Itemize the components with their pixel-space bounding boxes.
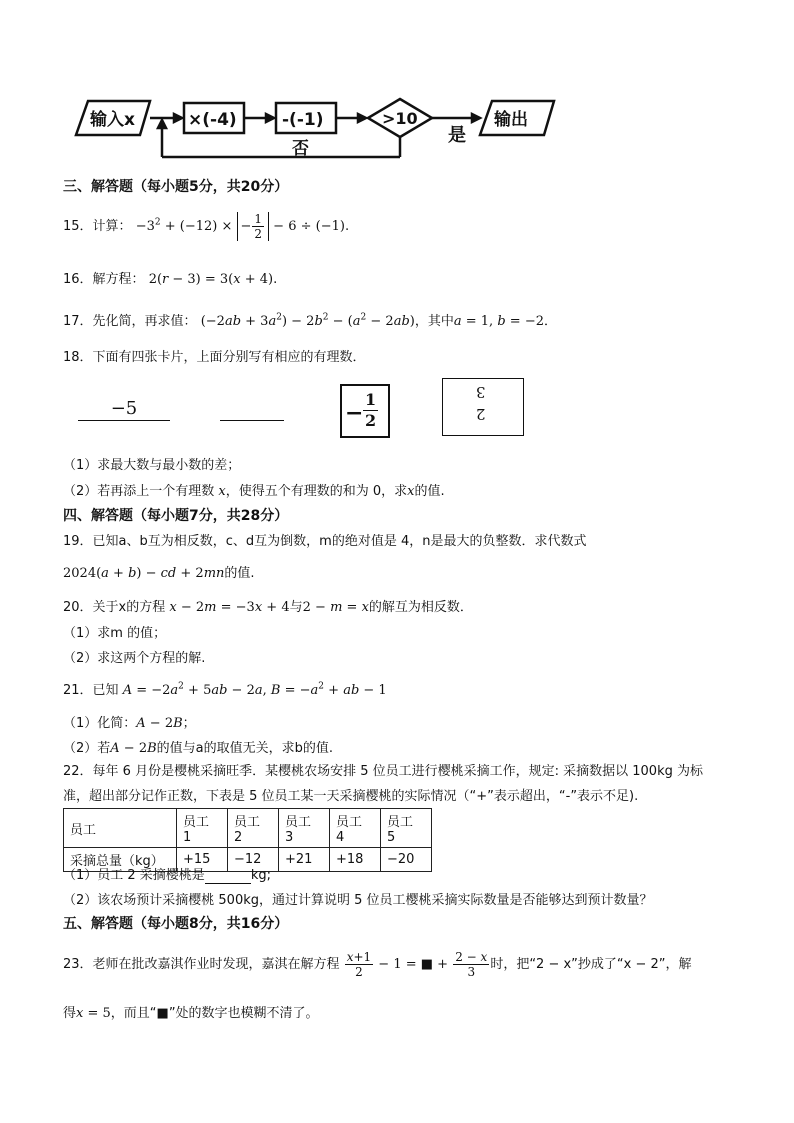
q20-equation-2: 2 − m = x — [302, 600, 369, 615]
card-4-bottom: 2 — [476, 405, 486, 423]
table-header-cell: 员工 5 — [381, 809, 432, 848]
q21-sub1-expr: A − 2B； — [136, 716, 196, 731]
table-header-cell: 员工 3 — [279, 809, 330, 848]
q20-sub-2: （2）求这两个方程的解. — [63, 651, 206, 666]
table-header-cell: 员工 — [64, 809, 177, 848]
flow-no-label: 否 — [292, 139, 309, 159]
question-19-line-2: 2024(a + b) − cd + 2mn的值. — [63, 566, 255, 581]
question-18: 18．下面有四张卡片，上面分别写有相应的有理数． — [63, 350, 366, 365]
q16-equation: 2(r − 3) = 3(x + 4). — [148, 272, 278, 287]
section-4-heading: 四、解答题（每小题7分，共28分） — [63, 508, 289, 524]
table-header-row — [64, 809, 432, 848]
question-22-line-2: 准，超出部分记作正数，下表是 5 位员工某一天采摘樱桃的实际情况（“+”表示超出，“-”表示不足). — [63, 789, 639, 804]
table-cell: −20 — [381, 848, 432, 872]
flow-yes-label: 是 — [448, 125, 466, 146]
q21-sub-2: （2）若A − 2B的值与a的取值无关，求b的值. — [63, 741, 334, 756]
question-16: 16．解方程： 2(r − 3) = 3(x + 4). — [63, 272, 278, 287]
section-3-heading: 三、解答题（每小题5分，共20分） — [63, 179, 289, 195]
flow-op2-label: -(-1) — [282, 110, 324, 130]
question-23-line-2: 得x = 5，而且“■”处的数字也模糊不清了。 — [63, 1006, 319, 1021]
card-2 — [220, 398, 284, 421]
q20-equation-1: x − 2m = −3x + 4 — [169, 600, 290, 615]
table-cell: +21 — [279, 848, 330, 872]
q21-definitions: $A = -2a^2 + 5ab - 2a$, $B = -a^2$ + ab − 1 — [122, 681, 387, 698]
card-1 — [78, 398, 170, 421]
q18-sub-2: （2）若再添上一个有理数 x，使得五个有理数的和为 0，求x的值. — [63, 484, 445, 499]
table-cell: −12 — [228, 848, 279, 872]
card-4-top: 3 — [476, 383, 486, 401]
q18-sub-1: （1）求最大数与最小数的差； — [63, 458, 241, 473]
q21-sub-1: （1）化简：A − 2B； — [63, 716, 196, 731]
flow-output-label: 输出 — [494, 110, 528, 130]
question-23-line-1: 23．老师在批改嘉淇作业时发现，嘉淇在解方程 $\frac{x+1}{2}$ − 1 = ■ + $\frac{2 - x}{3}$ 时，把“2 − x”抄成了“x − 2”，解 — [63, 950, 692, 979]
q20-sub-1: （1）求m 的值； — [63, 626, 167, 641]
q22-table — [63, 808, 432, 872]
question-20: 20．关于x的方程 x − 2m = −3x + 4与2 − m = x的解互为相反数． — [63, 600, 473, 615]
flowchart — [60, 95, 560, 165]
q23-solution: x = 5 — [76, 1006, 111, 1021]
card-4 — [442, 378, 524, 436]
flow-input-label: 输入x — [90, 110, 135, 130]
card-3: − $\frac{1}{2}$ — [340, 384, 390, 438]
q23-equation: $\frac{x+1}{2}$ − 1 = ■ + $\frac{2 - x}{3}$ — [346, 950, 488, 979]
table-row-label: 采摘总量（kg） — [64, 848, 177, 872]
question-15: 15．计算： $-3^2 + (-12)$ × − $\frac{1}{2}$ − 6 ÷ (−1). — [63, 212, 350, 241]
q15-expression: $-3^2 + (-12)$ × − $\frac{1}{2}$ − 6 ÷ (−1). — [135, 212, 350, 241]
flow-op1-label: ×(-4) — [188, 110, 237, 130]
table-header-cell: 员工 2 — [228, 809, 279, 848]
answer-blank — [205, 868, 251, 884]
section-5-heading: 五、解答题（每小题8分，共16分） — [63, 916, 289, 932]
q17-values: a = 1, b = −2． — [453, 314, 557, 329]
table-cell: +18 — [330, 848, 381, 872]
question-19-line-1: 19．已知a、b互为相反数，c、d互为倒数，m的绝对值是 4，n是最大的负整数．求代数式 — [63, 534, 587, 549]
q19-expression: 2024(a + b) − cd + 2mn — [63, 566, 225, 581]
q22-sub-2: （2）该农场预计采摘樱桃 500kg，通过计算说明 5 位员工樱桃采摘实际数量是否能够达到预计数量？ — [63, 893, 653, 908]
question-22-line-1: 22．每年 6 月份是樱桃采摘旺季．某樱桃农场安排 5 位员工进行樱桃采摘工作，规定: 采摘数据以 100kg 为标 — [63, 764, 703, 779]
q21-sub2-expr: A − 2B — [110, 741, 157, 756]
table-header-cell: 员工 1 — [177, 809, 228, 848]
q22-sub-1: （1）员工 2 采摘樱桃是 kg; — [63, 868, 271, 883]
q17-expression: $(-2ab + 3a^2) - 2b^2 - (a^2 - 2ab)$ — [200, 312, 415, 329]
question-21: 21．已知 $A = -2a^2 + 5ab - 2a$, $B = -a^2$ + ab − 1 — [63, 681, 387, 698]
flow-cond-label: >10 — [382, 109, 418, 128]
table-header-cell: 员工 4 — [330, 809, 381, 848]
table-cell: +15 — [177, 848, 228, 872]
question-17: 17．先化简，再求值： $(-2ab + 3a^2) - 2b^2 - (a^2 - 2ab)$，其中a = 1, b = −2． — [63, 312, 557, 329]
card-1-value: −5 — [110, 398, 138, 419]
